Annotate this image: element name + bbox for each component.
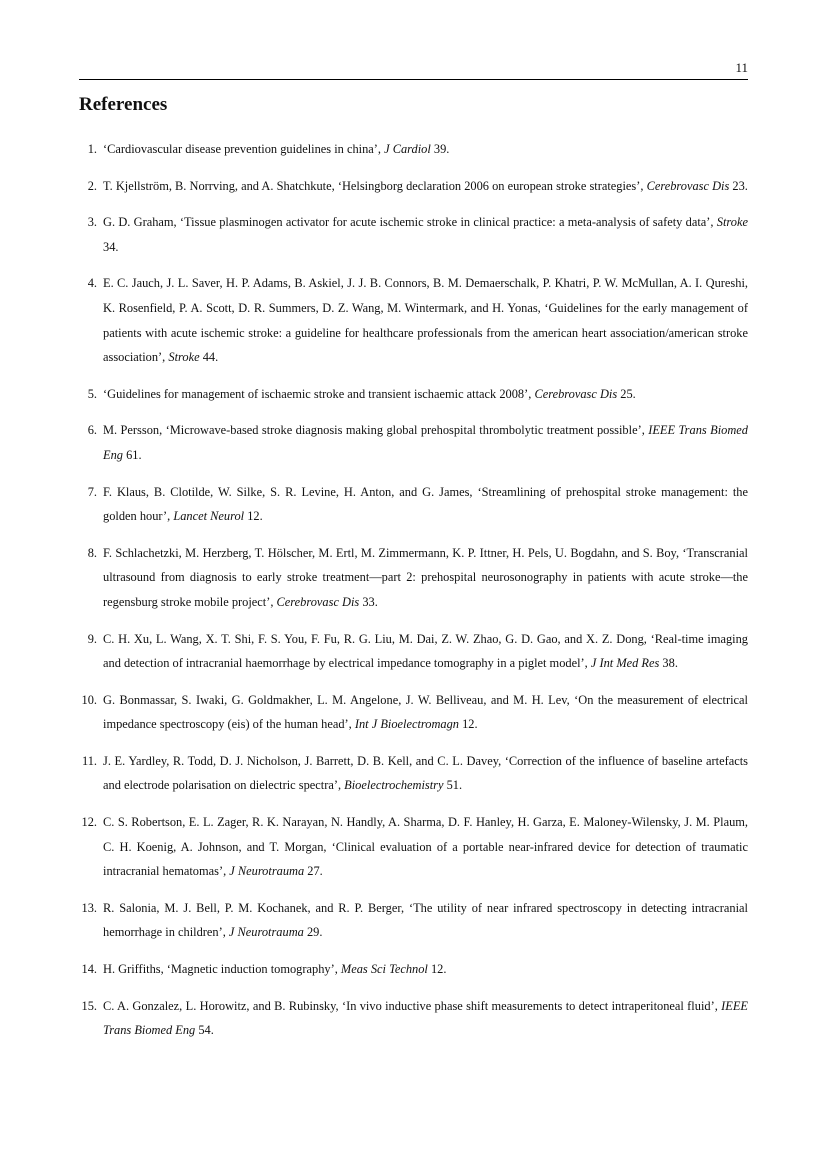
reference-item [79, 418, 748, 467]
reference-text: M. Persson, ‘Microwave-based stroke diagnosis making global prehospital thrombolytic treatment possible’, [103, 423, 649, 438]
reference-text: R. Salonia, M. J. Bell, P. M. Kochanek, and R. P. Berger, ‘The utility of near infrared spectroscopy in detecting intracranial hemorrhage in children’, [103, 900, 748, 940]
reference-number: 9. [87, 631, 97, 646]
reference-item [79, 896, 748, 945]
reference-number: 1. [87, 142, 97, 156]
reference-text: F. Klaus, B. Clotilde, W. Silke, S. R. Levine, H. Anton, and G. James, ‘Streamlining of prehospital stroke management: the golden hour’, [103, 484, 748, 524]
reference-item [79, 749, 748, 798]
journal-name: Stroke [716, 215, 748, 230]
reference-item [79, 271, 748, 369]
journal-name: Cerebrovasc Dis [646, 178, 730, 193]
reference-text: T. Kjellström, B. Norrving, and A. Shatchkute, ‘Helsingborg declaration 2006 on european stroke strategies’, [103, 178, 647, 193]
reference-text: C. S. Robertson, E. L. Zager, R. K. Narayan, N. Handly, A. Sharma, D. F. Hanley, H. Garza, E. Maloney-Wilensky, J. M. Plaum, C. H. Koenig, A. Johnson, and T. Morgan, ‘Clinical evaluation of a portable near-infrared device for detection of traumatic intracranial hematomas’, [103, 815, 748, 879]
journal-name: J Int Med Res [590, 656, 660, 671]
reference-volume: 23. [729, 178, 748, 193]
reference-volume: 29. [303, 925, 323, 940]
reference-volume: 44. [199, 350, 219, 365]
reference-volume: 27. [304, 864, 323, 879]
reference-number: 11. [81, 753, 97, 768]
reference-item [79, 174, 748, 199]
section-title: References [79, 94, 168, 115]
reference-item [79, 688, 748, 737]
reference-number: 10. [81, 692, 97, 707]
reference-volume: 39. [430, 142, 450, 156]
reference-text: C. A. Gonzalez, L. Horowitz, and B. Rubinsky, ‘In vivo inductive phase shift measurements to detect intraperitoneal fluid’, [103, 998, 722, 1013]
reference-text: H. Griffiths, ‘Magnetic induction tomography’, [103, 962, 341, 977]
reference-number: 12. [81, 815, 97, 830]
reference-number: 13. [81, 900, 97, 915]
reference-number: 15. [81, 998, 97, 1013]
reference-text: G. Bonmassar, S. Iwaki, G. Goldmakher, L. M. Angelone, J. W. Belliveau, and M. H. Lev, ‘On the measurement of electrical impedance spectroscopy (eis) of the human head’, [103, 692, 748, 732]
reference-list [79, 137, 748, 1055]
reference-text: F. Schlachetzki, M. Herzberg, T. Hölscher, M. Ertl, M. Zimmermann, K. P. Ittner, H. Pels, U. Bogdahn, and S. Boy, ‘Transcranial ultrasound from diagnosis to early stroke treatment—part 2: prehospital neurosonography in patients with acute stroke—the regensburg stroke mobile project’, [103, 545, 748, 609]
journal-name: Stroke [168, 350, 200, 365]
reference-item [79, 480, 748, 529]
reference-item [79, 994, 748, 1043]
reference-number: 3. [87, 215, 97, 230]
reference-text: ‘Guidelines for management of ischaemic stroke and transient ischaemic attack 2008’, [103, 386, 535, 401]
reference-volume: 54. [195, 1023, 214, 1038]
journal-name: J Cardiol [384, 142, 431, 156]
reference-number: 4. [87, 276, 97, 291]
reference-number: 5. [87, 386, 97, 401]
header-rule [79, 79, 748, 80]
page-number: 11 [735, 60, 748, 75]
journal-name: Meas Sci Technol [340, 962, 428, 977]
reference-item [79, 627, 748, 676]
reference-volume: 38. [659, 656, 678, 671]
reference-number: 8. [87, 545, 97, 560]
reference-number: 6. [87, 423, 97, 438]
reference-number: 2. [87, 178, 97, 193]
journal-name: Int J Bioelectromagn [354, 717, 459, 732]
journal-name: Bioelectrochemistry [344, 778, 444, 793]
journal-name: IEEE Trans Biomed Eng [103, 998, 748, 1038]
reference-volume: 25. [617, 386, 636, 401]
reference-text: J. E. Yardley, R. Todd, D. J. Nicholson, J. Barrett, D. B. Kell, and C. L. Davey, ‘Correction of the influence of baseline artefacts and electrode polarisation on dielectric spectra’, [103, 753, 748, 793]
reference-item [79, 382, 748, 407]
reference-item [79, 810, 748, 884]
reference-volume: 61. [122, 447, 142, 462]
reference-text: ‘Cardiovascular disease prevention guidelines in china’, [103, 142, 385, 156]
reference-volume: 34. [103, 239, 119, 254]
reference-volume: 12. [459, 717, 478, 732]
reference-volume: 33. [359, 594, 378, 609]
reference-number: 7. [87, 484, 97, 499]
reference-item [79, 137, 748, 162]
reference-item [79, 957, 748, 982]
reference-text: C. H. Xu, L. Wang, X. T. Shi, F. S. You, F. Fu, R. G. Liu, M. Dai, Z. W. Zhao, G. D. Gao, and X. Z. Dong, ‘Real-time imaging and detection of intracranial haemorrhage by electrical impedance tomography in a piglet model’, [103, 631, 748, 671]
journal-name: Lancet Neurol [173, 509, 245, 524]
reference-item [79, 541, 748, 615]
reference-volume: 12. [244, 509, 263, 524]
journal-name: IEEE Trans Biomed Eng [103, 423, 748, 462]
journal-name: J Neurotrauma [229, 864, 305, 879]
journal-name: Cerebrovasc Dis [276, 594, 360, 609]
journal-name: J Neurotrauma [228, 925, 304, 940]
reference-volume: 51. [443, 778, 463, 793]
reference-text: E. C. Jauch, J. L. Saver, H. P. Adams, B. Askiel, J. J. B. Connors, B. M. Demaerschalk, P. Khatri, P. W. McMullan, A. I. Qureshi, K. Rosenfield, P. A. Scott, D. R. Summers, D. Z. Wang, M. Wintermark, and H. Yonas, ‘Guidelines for the early management of patients with acute ischemic stroke: a guideline for healthcare professionals from the american heart association/american stroke association’, [103, 276, 748, 365]
reference-item [79, 210, 748, 259]
reference-number: 14. [81, 962, 97, 977]
reference-text: G. D. Graham, ‘Tissue plasminogen activator for acute ischemic stroke in clinical practice: a meta-analysis of safety data’, [103, 215, 717, 230]
journal-name: Cerebrovasc Dis [534, 386, 618, 401]
reference-volume: 12. [427, 962, 447, 977]
